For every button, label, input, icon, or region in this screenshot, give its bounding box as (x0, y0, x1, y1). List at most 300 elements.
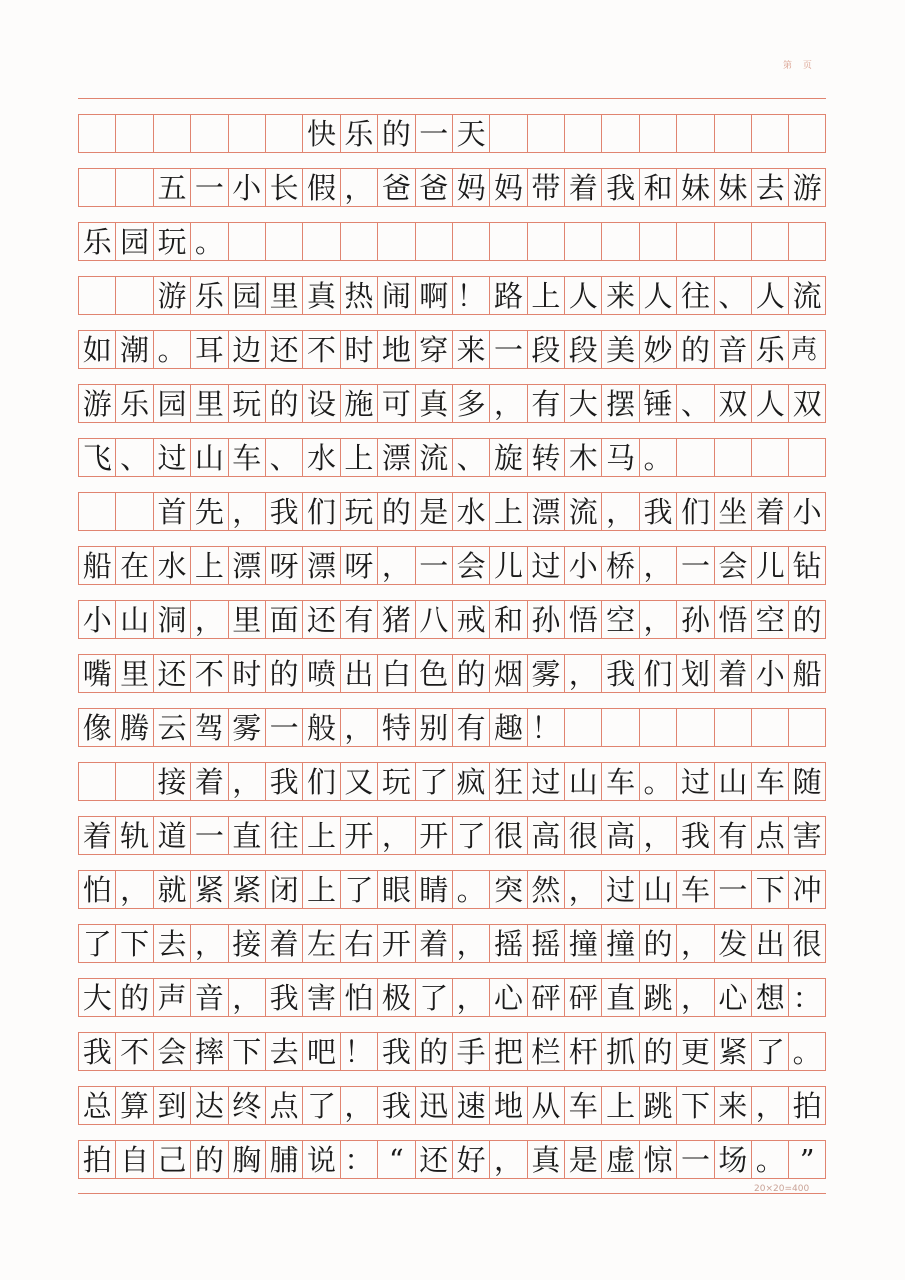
grid-cell: 时 (228, 655, 265, 693)
grid-cell: ！ (452, 277, 489, 315)
grid-cell: 点 (751, 817, 788, 855)
grid-cell: 和 (639, 169, 676, 207)
grid-cell: 很 (489, 817, 526, 855)
grid-cell: 孙 (676, 601, 713, 639)
grid-cell: “ (377, 1141, 414, 1179)
grid-cell: 疯 (452, 763, 489, 801)
grid-cell (788, 223, 825, 261)
grid-cell: ， (751, 1087, 788, 1125)
grid-cell (676, 115, 713, 153)
grid-cell: 自 (115, 1141, 152, 1179)
grid-cell: 过 (527, 547, 564, 585)
grid-cell (788, 709, 825, 747)
grid-cell: 往 (265, 817, 302, 855)
line-gap (78, 152, 826, 168)
grid-cell (676, 223, 713, 261)
grid-cell: 杆 (564, 1033, 601, 1071)
grid-cell (564, 115, 601, 153)
grid-cell: 山 (115, 601, 152, 639)
grid-cell: 心 (714, 979, 751, 1017)
grid-cell: 园 (153, 385, 190, 423)
grid-cell: 过 (153, 439, 190, 477)
grid-cell: 很 (788, 925, 825, 963)
grid-cell: 妹 (714, 169, 751, 207)
grid-cell: 不 (302, 331, 339, 369)
grid-cell: 段 (564, 331, 601, 369)
grid-cell: ， (377, 547, 414, 585)
grid-cell: ， (676, 979, 713, 1017)
line-gap (78, 1070, 826, 1086)
grid-cell: 是 (564, 1141, 601, 1179)
grid-cell (489, 115, 526, 153)
essay-line (78, 1070, 826, 1124)
grid-cell: 园 (228, 277, 265, 315)
grid-cell: 了 (415, 763, 452, 801)
grid-cell (639, 709, 676, 747)
grid-cell (265, 115, 302, 153)
grid-cell: 爸 (377, 169, 414, 207)
grid-cell: 妹 (676, 169, 713, 207)
grid-cell (601, 223, 638, 261)
line-text (78, 816, 826, 854)
grid-cell: 们 (302, 493, 339, 531)
grid-cell (564, 709, 601, 747)
grid-cell (751, 439, 788, 477)
grid-cell: 美 (601, 331, 638, 369)
grid-cell: 施 (340, 385, 377, 423)
grid-cell: 有 (340, 601, 377, 639)
grid-cell: 是 (415, 493, 452, 531)
grid-cell: 流 (415, 439, 452, 477)
grid-cell: ， (676, 925, 713, 963)
grid-cell: 极 (377, 979, 414, 1017)
line-gap (78, 800, 826, 816)
grid-cell: 、 (452, 439, 489, 477)
grid-cell: 带 (527, 169, 564, 207)
grid-cell: 双 (714, 385, 751, 423)
grid-cell: 会 (153, 1033, 190, 1071)
grid-cell: 小 (564, 547, 601, 585)
grid-cell (788, 439, 825, 477)
grid-cell: 了 (78, 925, 115, 963)
grid-cell: 害 (302, 979, 339, 1017)
grid-cell: 戒 (452, 601, 489, 639)
grid-cell: 玩 (153, 223, 190, 261)
grid-cell: 着 (751, 493, 788, 531)
grid-cell: 们 (639, 655, 676, 693)
grid-cell: 洞 (153, 601, 190, 639)
grid-cell: 车 (228, 439, 265, 477)
grid-cell: 速 (452, 1087, 489, 1125)
line-text (78, 222, 826, 260)
grid-cell: 漂 (527, 493, 564, 531)
grid-cell: 不 (115, 1033, 152, 1071)
grid-cell: 开 (340, 817, 377, 855)
grid-cell: 着 (415, 925, 452, 963)
grid-cell: 嘴 (78, 655, 115, 693)
grid-cell: 真 (527, 1141, 564, 1179)
grid-cell: 坐 (714, 493, 751, 531)
grid-cell: 摇 (489, 925, 526, 963)
grid-cell: 马 (601, 439, 638, 477)
grid-cell (377, 223, 414, 261)
grid-cell: 长 (265, 169, 302, 207)
grid-cell: 乐 (340, 115, 377, 153)
grid-cell (601, 709, 638, 747)
grid-cell: 小 (78, 601, 115, 639)
grid-cell: 车 (676, 871, 713, 909)
grid-cell: 。 (452, 871, 489, 909)
grid-cell: 们 (302, 763, 339, 801)
grid-cell: 更 (676, 1033, 713, 1071)
grid-cell: 一 (676, 547, 713, 585)
grid-cell: 先 (190, 493, 227, 531)
grid-cell: 呀 (265, 547, 302, 585)
line-text (78, 708, 826, 746)
grid-cell: 胸 (228, 1141, 265, 1179)
grid-cell: 的 (639, 925, 676, 963)
grid-cell: 。 (190, 223, 227, 261)
line-text (78, 438, 826, 476)
grid-cell: ： (788, 979, 825, 1017)
grid-cell: 下 (676, 1087, 713, 1125)
grid-cell: 园 (115, 223, 152, 261)
grid-cell: 特 (377, 709, 414, 747)
grid-cell (265, 223, 302, 261)
grid-cell: 在 (115, 547, 152, 585)
grid-cell: 呀 (340, 547, 377, 585)
grid-cell: 悟 (564, 601, 601, 639)
line-gap (78, 368, 826, 384)
grid-cell: 天 (452, 115, 489, 153)
essay-line (78, 800, 826, 854)
grid-cell: 就 (153, 871, 190, 909)
grid-cell: 别 (415, 709, 452, 747)
grid-cell (78, 763, 115, 801)
grid-cell: 木 (564, 439, 601, 477)
grid-cell: 撞 (601, 925, 638, 963)
grid-cell: 会 (714, 547, 751, 585)
grid-cell: 左 (302, 925, 339, 963)
grid-cell: 路 (489, 277, 526, 315)
line-text (78, 978, 826, 1016)
essay-line (78, 422, 826, 476)
grid-cell: 睛 (415, 871, 452, 909)
grid-cell (340, 223, 377, 261)
grid-cell: ， (228, 493, 265, 531)
grid-cell: 突 (489, 871, 526, 909)
grid-cell: 、 (676, 385, 713, 423)
grid-cell (676, 439, 713, 477)
grid-cell: 妈 (489, 169, 526, 207)
grid-cell: 人 (751, 277, 788, 315)
grid-cell: 还 (265, 331, 302, 369)
grid-cell (78, 169, 115, 207)
grid-cell: 钻 (788, 547, 825, 585)
grid-cell: ， (639, 817, 676, 855)
line-text (78, 1032, 826, 1070)
grid-cell: 们 (676, 493, 713, 531)
grid-cell: 车 (564, 1087, 601, 1125)
line-gap (78, 1016, 826, 1032)
grid-cell: 潮 (115, 331, 152, 369)
grid-cell: 我 (265, 979, 302, 1017)
grid-cell: 玩 (228, 385, 265, 423)
grid-cell: 不 (190, 655, 227, 693)
grid-cell: 往 (676, 277, 713, 315)
grid-cell: 声。 (788, 331, 825, 369)
grid-cell: 船 (788, 655, 825, 693)
grid-cell (639, 223, 676, 261)
grid-cell: 过 (601, 871, 638, 909)
grid-cell: 音 (190, 979, 227, 1017)
grid-cell (714, 115, 751, 153)
grid-cell (78, 493, 115, 531)
grid-cell: 设 (302, 385, 339, 423)
grid-cell: 里 (115, 655, 152, 693)
grid-cell: 迅 (415, 1087, 452, 1125)
grid-cell: 去 (751, 169, 788, 207)
grid-cell: 摔 (190, 1033, 227, 1071)
grid-cell (751, 223, 788, 261)
grid-cell: ！ (340, 1033, 377, 1071)
grid-cell: 小 (751, 655, 788, 693)
grid-cell: 玩 (340, 493, 377, 531)
grid-cell: 五 (153, 169, 190, 207)
grid-cell: 手 (452, 1033, 489, 1071)
grid-cell: 双 (788, 385, 825, 423)
grid-cell: 开 (377, 925, 414, 963)
grid-cell: 悟 (714, 601, 751, 639)
line-gap (78, 314, 826, 330)
line-text (78, 492, 826, 530)
grid-cell: 轨 (115, 817, 152, 855)
grid-cell (751, 709, 788, 747)
grid-cell: 如 (78, 331, 115, 369)
grid-cell: 、 (115, 439, 152, 477)
grid-cell: 。 (639, 763, 676, 801)
grid-cell: 多 (452, 385, 489, 423)
grid-cell: 很 (564, 817, 601, 855)
grid-cell: 然 (527, 871, 564, 909)
grid-cell: 说 (302, 1141, 339, 1179)
grid-cell: ” (788, 1141, 825, 1179)
grid-cell: 来 (452, 331, 489, 369)
grid-cell (115, 763, 152, 801)
line-text (78, 114, 826, 152)
grid-cell (78, 277, 115, 315)
grid-cell (788, 115, 825, 153)
grid-cell: 猪 (377, 601, 414, 639)
grid-cell: 上 (340, 439, 377, 477)
grid-cell: 的 (452, 655, 489, 693)
essay-line (78, 584, 826, 638)
grid-cell: 了 (415, 979, 452, 1017)
grid-cell: ， (452, 925, 489, 963)
grid-cell: 一 (190, 169, 227, 207)
grid-cell: 上 (302, 871, 339, 909)
grid-cell: 地 (489, 1087, 526, 1125)
essay-line (78, 1124, 826, 1178)
grid-bottom-border (78, 1178, 826, 1194)
grid-cell: ： (340, 1141, 377, 1179)
grid-cell: 摆 (601, 385, 638, 423)
grid-cell: 乐 (115, 385, 152, 423)
grid-cell: 去 (153, 925, 190, 963)
grid-cell: 我 (676, 817, 713, 855)
grid-cell: 八 (415, 601, 452, 639)
grid-cell: ， (639, 601, 676, 639)
grid-cell: 一 (676, 1141, 713, 1179)
grid-cell: 道 (153, 817, 190, 855)
grid-cell: 空 (601, 601, 638, 639)
grid-cell: 首 (153, 493, 190, 531)
grid-cell: 漂 (228, 547, 265, 585)
grid-cell: 摇 (527, 925, 564, 963)
grid-cell: ， (452, 979, 489, 1017)
grid-cell: 到 (153, 1087, 190, 1125)
grid-cell: 漂 (377, 439, 414, 477)
line-text (78, 546, 826, 584)
grid-cell: 烟 (489, 655, 526, 693)
grid-cell: 雾 (228, 709, 265, 747)
grid-cell: 一 (265, 709, 302, 747)
grid-cell: 耳 (190, 331, 227, 369)
grid-cell: 又 (340, 763, 377, 801)
grid-cell (714, 709, 751, 747)
grid-cell: 面 (265, 601, 302, 639)
grid-cell: 闹 (377, 277, 414, 315)
essay-line (78, 152, 826, 206)
grid-cell: 了 (452, 817, 489, 855)
line-gap (78, 908, 826, 924)
grid-cell: 趣 (489, 709, 526, 747)
grid-cell: 上 (190, 547, 227, 585)
grid-cell: 儿 (489, 547, 526, 585)
grid-cell: 上 (489, 493, 526, 531)
grid-cell: ， (190, 925, 227, 963)
grid-cell: 撞 (564, 925, 601, 963)
line-gap (78, 638, 826, 654)
essay-line (78, 368, 826, 422)
grid-cell: 的 (377, 115, 414, 153)
grid-cell: 游 (78, 385, 115, 423)
grid-cell: 下 (228, 1033, 265, 1071)
grid-cell (676, 709, 713, 747)
grid-cell (190, 115, 227, 153)
grid-cell: 了 (302, 1087, 339, 1125)
line-text (78, 330, 826, 368)
grid-cell: 把 (489, 1033, 526, 1071)
grid-cell: 大 (564, 385, 601, 423)
grid-cell: 拍 (788, 1087, 825, 1125)
grid-cell: 着 (190, 763, 227, 801)
grid-cell: 乐 (78, 223, 115, 261)
grid-cell: 己 (153, 1141, 190, 1179)
grid-cell: 桥 (601, 547, 638, 585)
grid-cell: 脯 (265, 1141, 302, 1179)
grid-cell: 我 (265, 763, 302, 801)
grid-cell: 。 (751, 1141, 788, 1179)
grid-cell: 腾 (115, 709, 152, 747)
grid-cell: 拍 (78, 1141, 115, 1179)
grid-cell: 一 (415, 547, 452, 585)
essay-line (78, 746, 826, 800)
grid-cell: 山 (639, 871, 676, 909)
grid-cell: ， (639, 547, 676, 585)
line-text (78, 384, 826, 422)
grid-cell: 划 (676, 655, 713, 693)
grid-cell: 的 (639, 1033, 676, 1071)
grid-cell: 的 (788, 601, 825, 639)
grid-cell: 真 (415, 385, 452, 423)
grid-cell: 有 (527, 385, 564, 423)
grid-cell: 上 (601, 1087, 638, 1125)
grid-cell: 下 (751, 871, 788, 909)
line-gap (78, 422, 826, 438)
grid-cell: 好 (452, 1141, 489, 1179)
grid-cell: 来 (714, 1087, 751, 1125)
grid-cell: 锤 (639, 385, 676, 423)
grid-cell: 白 (377, 655, 414, 693)
grid-cell: 了 (340, 871, 377, 909)
grid-cell: 我 (265, 493, 302, 531)
grid-cell (415, 223, 452, 261)
grid-cell: 空 (751, 601, 788, 639)
grid-cell (527, 115, 564, 153)
grid-cell: 时 (340, 331, 377, 369)
grid-cell: 爸 (415, 169, 452, 207)
grid-cell: 船 (78, 547, 115, 585)
grid-cell: 快 (302, 115, 339, 153)
grid-cell: 转 (527, 439, 564, 477)
grid-cell: 山 (714, 763, 751, 801)
grid-cell: 、 (714, 277, 751, 315)
grid-cell: 点 (265, 1087, 302, 1125)
grid-cell: 达 (190, 1087, 227, 1125)
grid-cell: 流 (788, 277, 825, 315)
grid-cell: 抓 (601, 1033, 638, 1071)
grid-cell: 总 (78, 1087, 115, 1125)
grid-cell (452, 223, 489, 261)
line-gap (78, 692, 826, 708)
essay-line (78, 206, 826, 260)
grid-cell: 高 (601, 817, 638, 855)
grid-cell: 孙 (527, 601, 564, 639)
grid-cell: 的 (415, 1033, 452, 1071)
grid-cell: 玩 (377, 763, 414, 801)
grid-cell: 的 (265, 385, 302, 423)
grid-cell: ， (564, 871, 601, 909)
grid-count-label: 20×20=400 (754, 1184, 810, 1194)
grid-cell: 。 (153, 331, 190, 369)
essay-line (78, 908, 826, 962)
grid-cell (228, 223, 265, 261)
grid-cell: ， (377, 817, 414, 855)
grid-cell: 一 (190, 817, 227, 855)
grid-cell: 害 (788, 817, 825, 855)
line-text (78, 654, 826, 692)
grid-cell: 小 (788, 493, 825, 531)
grid-cell: 假 (302, 169, 339, 207)
grid-cell: 我 (601, 655, 638, 693)
grid-cell: 还 (302, 601, 339, 639)
grid-cell: 声 (153, 979, 190, 1017)
grid-cell: 怕 (78, 871, 115, 909)
grid-cell: 大 (78, 979, 115, 1017)
essay-grid-paper (78, 98, 826, 1178)
grid-cell: 着 (714, 655, 751, 693)
